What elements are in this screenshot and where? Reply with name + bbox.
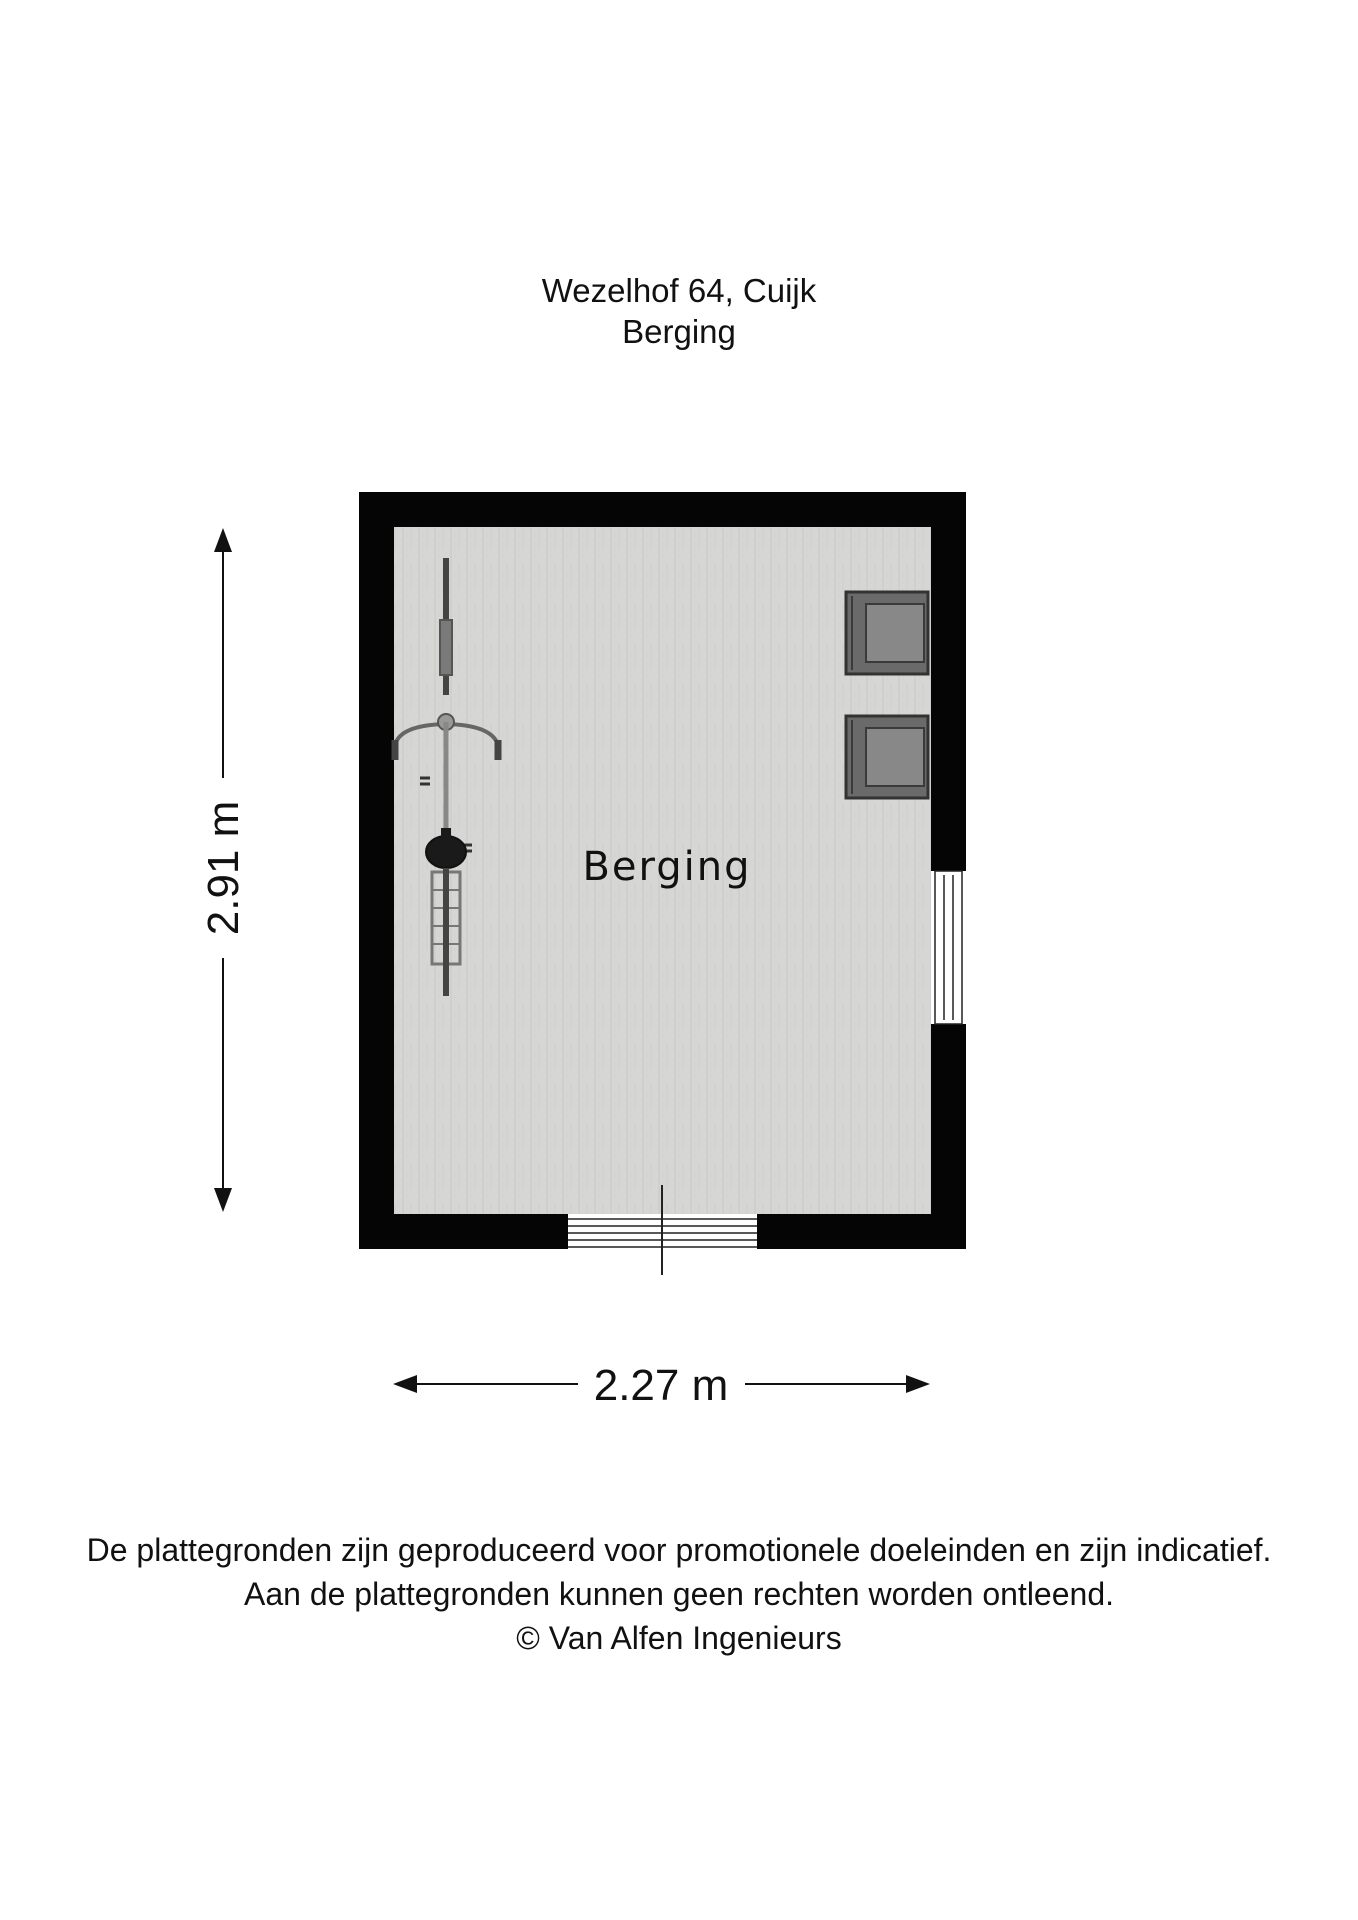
window-icon [931,871,966,1024]
chair-icon [846,592,928,674]
disclaimer [0,1528,1358,1660]
room-label: Berging [582,844,752,890]
address-title: Wezelhof 64, Cuijk [541,272,817,309]
floor-name: Berging [622,313,736,350]
disclaimer-line-2: Aan de plattegronden kunnen geen rechten worden ontleend. [243,1576,1114,1612]
width-dimension-label: 2.27 m [593,1361,729,1410]
copyright-line: © Van Alfen Ingenieurs [516,1620,842,1656]
height-dimension-label: 2.91 m [199,800,248,936]
chair-icon [846,716,928,798]
disclaimer-line-1: De plattegronden zijn geproduceerd voor promotionele doeleinden en zijn indicatief. [86,1532,1272,1568]
